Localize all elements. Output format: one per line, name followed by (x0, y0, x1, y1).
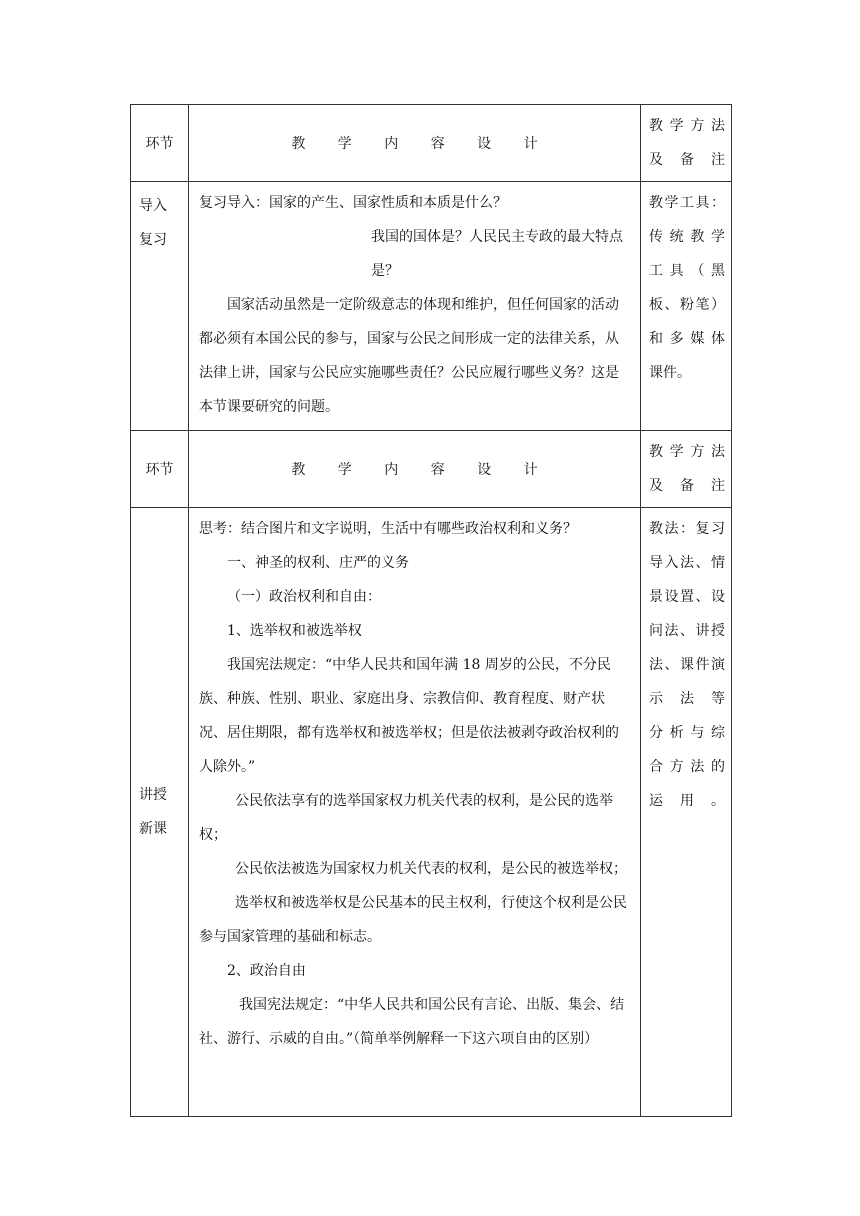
header-methods-line1: 教学方法 (649, 444, 725, 460)
intro-notes-cell (641, 182, 732, 431)
header-design-cell (189, 105, 641, 182)
lecture-paragraph: 公民依法享有的选举国家权力机关代表的权利，是公民的选举权； (199, 793, 613, 843)
intro-question-2: 我国的国体是？人民民主专政的最大特点是？ (371, 229, 623, 279)
lecture-think-question: 思考：结合图片和文字说明，生活中有哪些政治权利和义务？ (199, 521, 577, 537)
intro-section-line1: 导入 (139, 198, 167, 214)
lecture-note-line: 景设置、设 (649, 589, 725, 605)
lecture-note-line: 法、课件演 (649, 657, 725, 673)
header-design-label: 教 学 内 容 设 计 (291, 462, 552, 478)
lecture-note-line: 运 用 。 (649, 793, 725, 809)
intro-section-cell (131, 182, 189, 431)
lecture-section-line2: 新课 (139, 821, 167, 837)
header-methods-cell (641, 105, 732, 182)
lesson-plan-table (130, 104, 732, 1117)
header-row-repeat (131, 431, 732, 508)
lecture-heading-3: 1、选举权和被选举权 (227, 623, 362, 639)
lecture-paragraph: 公民依法被选为国家权力机关代表的权利，是公民的被选举权； (235, 861, 627, 877)
intro-content-cell (189, 182, 641, 431)
lecture-note-line: 问法、讲授 (649, 623, 725, 639)
lecture-constitution-quote-2: 我国宪法规定：“中华人民共和国公民有言论、出版、集会、结社、游行、示威的自由。”（简单举例解释一下这六项自由的区别） (199, 997, 625, 1047)
header-section-cell (131, 431, 189, 508)
intro-row (131, 182, 732, 431)
lecture-section-line1: 讲授 (139, 787, 167, 803)
header-methods-label (641, 431, 731, 507)
header-design-label: 教 学 内 容 设 计 (291, 136, 552, 152)
intro-note-line: 工具（黑 (649, 263, 725, 279)
intro-section-line2: 复习 (139, 232, 167, 248)
lecture-note-line: 合方法的 (649, 759, 725, 775)
intro-note-line: 传统教学 (649, 229, 725, 245)
header-design-cell (189, 431, 641, 508)
lecture-note-line: 导入法、情 (649, 555, 725, 571)
intro-note-line: 教学工具： (649, 195, 725, 211)
lecture-constitution-quote-1: 我国宪法规定：“中华人民共和国年满 18 周岁的公民，不分民族、种族、性别、职业、家庭出身、宗教信仰、教育程度、财产状况、居住期限，都有选举权和被选举权；但是依法被剥夺政治权利的人除外。” (199, 657, 619, 775)
header-section-label: 环节 (145, 136, 174, 152)
lecture-heading-4: 2、政治自由 (227, 963, 306, 979)
header-section-cell (131, 105, 189, 182)
lecture-note-line: 示 法 等 (649, 691, 725, 707)
lecture-content-cell (189, 508, 641, 1117)
lecture-note-line: 教法：复习 (649, 521, 725, 537)
header-methods-label (641, 105, 731, 181)
header-row (131, 105, 732, 182)
header-methods-line2: 及 备 注 (649, 478, 725, 494)
lecture-row (131, 508, 732, 1117)
intro-paragraph: 国家活动虽然是一定阶级意志的体现和维护，但任何国家的活动都必须有本国公民的参与，国家与公民之间形成一定的法律关系，从法律上讲，国家与公民应实施哪些责任？公民应履行哪些义务？这是本节课要研究的问题。 (199, 297, 619, 415)
lecture-heading-1: 一、神圣的权利、庄严的义务 (227, 555, 409, 571)
lecture-paragraph: 选举权和被选举权是公民基本的民主权利，行使这个权利是公民参与国家管理的基础和标志。 (199, 895, 627, 945)
lecture-section-cell (131, 508, 189, 1117)
intro-note-line: 和多媒体 (649, 331, 725, 347)
header-methods-line1: 教学方法 (649, 118, 725, 134)
lecture-notes-cell (641, 508, 732, 1117)
lecture-heading-2: （一）政治权利和自由： (227, 589, 381, 605)
intro-note-line: 板、粉笔） (649, 297, 725, 313)
lecture-note-line: 分析与综 (649, 725, 725, 741)
header-methods-cell (641, 431, 732, 508)
header-section-label: 环节 (145, 462, 174, 478)
intro-note-line: 课件。 (649, 365, 691, 381)
header-methods-line2: 及 备 注 (649, 152, 725, 168)
intro-question-1: 复习导入：国家的产生、国家性质和本质是什么？ (199, 195, 507, 211)
